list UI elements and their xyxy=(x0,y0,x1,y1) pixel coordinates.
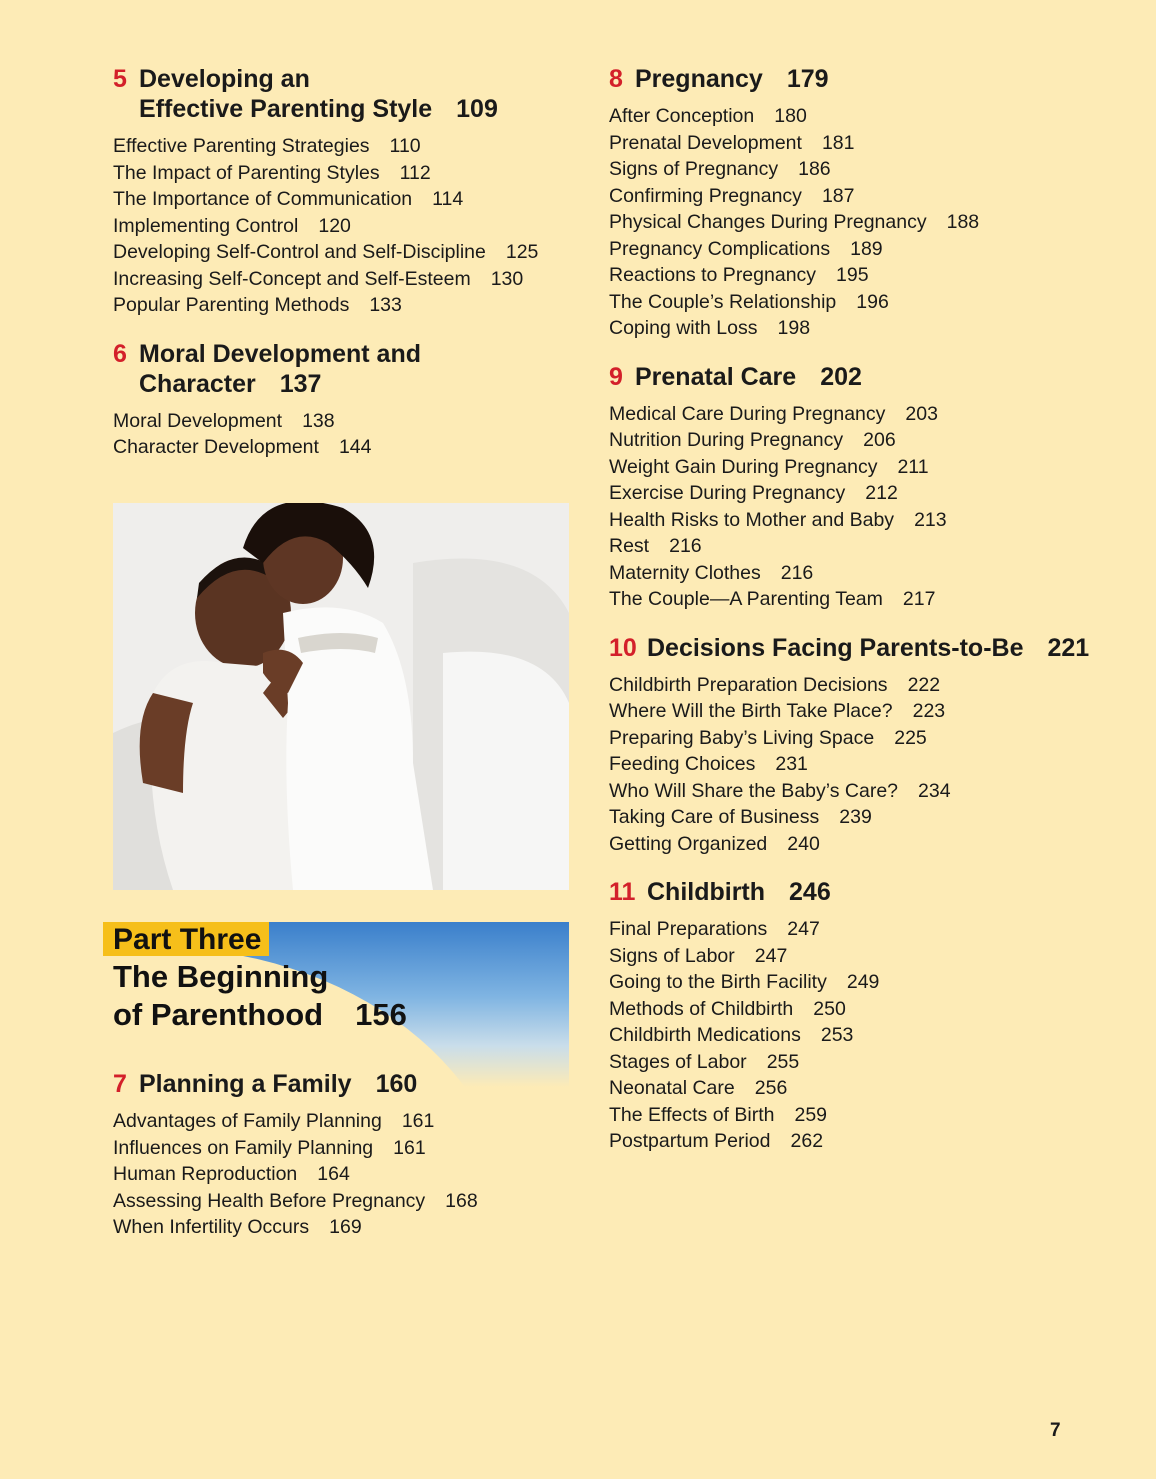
entry-page: 249 xyxy=(846,971,880,993)
toc-entry[interactable] xyxy=(609,1022,1109,1049)
toc-entry[interactable] xyxy=(609,1102,1109,1129)
entry-page: 114 xyxy=(432,188,464,210)
entry-title: The Couple’s Relationship xyxy=(609,290,837,313)
section-list xyxy=(609,103,1109,342)
chapter-title: Prenatal Care xyxy=(635,362,797,391)
entry-title: Influences on Family Planning xyxy=(113,1136,374,1159)
entry-title: Signs of Labor xyxy=(609,944,735,967)
couple-photo-illustration xyxy=(113,503,569,890)
chapter-title: Childbirth xyxy=(647,878,766,906)
chapter-11 xyxy=(609,877,1109,1155)
entry-page: 181 xyxy=(821,131,855,154)
entry-page: 138 xyxy=(302,409,335,432)
toc-entry[interactable] xyxy=(609,751,1109,778)
chapter-page: 221 xyxy=(1047,633,1090,662)
entry-title: Advantages of Family Planning xyxy=(113,1110,382,1132)
couple-photo xyxy=(113,503,569,890)
toc-entry[interactable] xyxy=(609,672,1109,699)
entry-page: 161 xyxy=(393,1136,426,1159)
toc-entry[interactable] xyxy=(113,292,573,319)
toc-entry[interactable] xyxy=(113,408,573,435)
entry-title: Exercise During Pregnancy xyxy=(609,482,846,504)
entry-title: Nutrition During Pregnancy xyxy=(609,429,844,451)
toc-entry[interactable] xyxy=(113,213,573,240)
entry-page: 161 xyxy=(401,1110,435,1132)
toc-entry[interactable] xyxy=(113,160,573,187)
toc-entry[interactable] xyxy=(609,262,1109,289)
section-list xyxy=(113,1108,573,1241)
entry-title: Childbirth Medications xyxy=(609,1024,801,1046)
toc-entry[interactable] xyxy=(113,1188,573,1215)
entry-page: 180 xyxy=(774,105,807,127)
chapter-5 xyxy=(113,64,573,319)
chapter-page: 160 xyxy=(375,1070,418,1098)
chapter-heading xyxy=(609,877,1109,907)
entry-title: Moral Development xyxy=(113,409,283,432)
toc-entry[interactable] xyxy=(609,289,1109,316)
toc-entry[interactable] xyxy=(609,804,1109,831)
entry-title: Human Reproduction xyxy=(113,1163,298,1185)
toc-entry[interactable] xyxy=(609,315,1109,342)
entry-page: 223 xyxy=(912,700,946,722)
toc-entry[interactable] xyxy=(609,996,1109,1023)
entry-page: 186 xyxy=(798,158,831,180)
entry-page: 120 xyxy=(318,214,351,237)
entry-title: Pregnancy Complications xyxy=(609,237,831,260)
entry-title: Getting Organized xyxy=(609,832,768,855)
entry-page: 187 xyxy=(821,184,855,207)
toc-left-column xyxy=(113,64,573,479)
toc-entry[interactable] xyxy=(609,401,1109,428)
toc-entry[interactable] xyxy=(609,586,1109,613)
entry-page: 188 xyxy=(946,211,980,233)
toc-right-column xyxy=(609,64,1109,1173)
chapter-heading xyxy=(113,339,573,399)
section-list xyxy=(609,916,1109,1155)
entry-page: 206 xyxy=(863,429,896,451)
entry-title: Prenatal Development xyxy=(609,131,802,154)
entry-page: 259 xyxy=(794,1103,828,1126)
entry-page: 198 xyxy=(777,317,811,339)
entry-page: 216 xyxy=(669,535,702,557)
entry-title: Increasing Self-Concept and Self-Esteem xyxy=(113,267,471,290)
chapter-title-line2: Effective Parenting Style xyxy=(139,95,433,123)
entry-title: Neonatal Care xyxy=(609,1077,735,1099)
toc-entry[interactable] xyxy=(609,916,1109,943)
chapter-page: 202 xyxy=(820,362,862,391)
toc-entry[interactable] xyxy=(609,209,1109,236)
toc-entry[interactable] xyxy=(609,725,1109,752)
chapter-heading xyxy=(609,64,1109,94)
toc-entry[interactable] xyxy=(113,1108,573,1135)
entry-title: Where Will the Birth Take Place? xyxy=(609,700,893,722)
chapter-number: 11 xyxy=(609,878,636,906)
chapter-7 xyxy=(113,1069,573,1241)
entry-title: Methods of Childbirth xyxy=(609,997,794,1020)
entry-title: Popular Parenting Methods xyxy=(113,294,350,316)
section-list xyxy=(609,672,1109,858)
page-number: 7 xyxy=(1050,1420,1061,1441)
toc-entry[interactable] xyxy=(609,778,1109,805)
entry-page: 110 xyxy=(389,135,421,157)
toc-entry[interactable] xyxy=(609,943,1109,970)
entry-page: 247 xyxy=(787,918,820,940)
entry-page: 211 xyxy=(897,455,929,478)
entry-page: 133 xyxy=(369,294,402,316)
chapter-heading xyxy=(113,1069,573,1099)
entry-title: Effective Parenting Strategies xyxy=(113,135,370,157)
entry-title: Who Will Share the Baby’s Care? xyxy=(609,779,899,802)
toc-entry[interactable] xyxy=(609,130,1109,157)
entry-page: 196 xyxy=(856,290,889,313)
chapter-page: 109 xyxy=(456,95,498,123)
chapter-number: 9 xyxy=(609,362,623,391)
chapter-title: Moral Development and Character xyxy=(139,339,421,398)
entry-title: When Infertility Occurs xyxy=(113,1216,310,1238)
part-title-line1: The Beginning xyxy=(113,959,329,994)
section-list xyxy=(113,133,573,319)
entry-page: 189 xyxy=(850,237,883,260)
entry-title: Reactions to Pregnancy xyxy=(609,264,817,286)
entry-page: 217 xyxy=(902,588,936,610)
toc-entry[interactable] xyxy=(609,156,1109,183)
entry-title: Weight Gain During Pregnancy xyxy=(609,455,878,478)
toc-entry[interactable] xyxy=(609,454,1109,481)
entry-page: 262 xyxy=(790,1130,824,1152)
chapter-title: Pregnancy xyxy=(635,65,763,93)
toc-entry[interactable] xyxy=(609,560,1109,587)
toc-entry[interactable] xyxy=(609,183,1109,210)
toc-entry[interactable] xyxy=(609,1128,1109,1155)
chapter-heading xyxy=(113,64,573,124)
entry-page: 239 xyxy=(839,806,872,828)
part-title xyxy=(113,958,407,1034)
chapter-page: 246 xyxy=(789,878,831,906)
entry-title: Implementing Control xyxy=(113,214,299,237)
entry-title: Medical Care During Pregnancy xyxy=(609,402,886,425)
toc-entry[interactable] xyxy=(609,831,1109,858)
entry-page: 256 xyxy=(754,1077,788,1099)
toc-entry[interactable] xyxy=(113,186,573,213)
toc-entry[interactable] xyxy=(609,698,1109,725)
toc-entry[interactable] xyxy=(609,427,1109,454)
entry-page: 213 xyxy=(914,508,947,531)
entry-title: Assessing Health Before Pregnancy xyxy=(113,1189,426,1212)
entry-title: Taking Care of Business xyxy=(609,806,820,828)
toc-entry[interactable] xyxy=(113,133,573,160)
entry-page: 225 xyxy=(894,726,927,749)
entry-page: 212 xyxy=(865,482,898,504)
entry-page: 168 xyxy=(445,1189,478,1212)
entry-title: Character Development xyxy=(113,436,319,458)
toc-entry[interactable] xyxy=(113,1135,573,1162)
toc-entry[interactable] xyxy=(609,103,1109,130)
entry-page: 234 xyxy=(918,779,951,802)
toc-entry[interactable] xyxy=(609,533,1109,560)
entry-page: 247 xyxy=(754,944,788,967)
entry-title: Maternity Clothes xyxy=(609,561,761,584)
toc-entry[interactable] xyxy=(609,1049,1109,1076)
part-title-line2: of Parenthood xyxy=(113,997,324,1032)
toc-entry[interactable] xyxy=(113,266,573,293)
entry-title: Feeding Choices xyxy=(609,753,756,775)
entry-page: 231 xyxy=(775,753,808,775)
toc-entry[interactable] xyxy=(609,507,1109,534)
toc-entry[interactable] xyxy=(113,239,573,266)
chapter-6 xyxy=(113,339,573,461)
entry-page: 253 xyxy=(820,1024,854,1046)
chapter-title: Decisions Facing Parents-to-Be xyxy=(647,633,1024,662)
toc-entry[interactable] xyxy=(609,1075,1109,1102)
chapter-heading xyxy=(609,362,1109,392)
entry-page: 169 xyxy=(329,1216,362,1238)
entry-page: 250 xyxy=(813,997,846,1020)
entry-title: Developing Self-Control and Self-Discipline xyxy=(113,241,486,263)
entry-title: Physical Changes During Pregnancy xyxy=(609,211,927,233)
chapter-page: 137 xyxy=(279,369,322,398)
part-label: Part Three xyxy=(103,922,269,956)
entry-page: 112 xyxy=(399,161,431,184)
entry-title: Final Preparations xyxy=(609,918,768,940)
entry-title: The Importance of Communication xyxy=(113,188,413,210)
section-list xyxy=(113,408,573,461)
chapter-8 xyxy=(609,64,1109,342)
entry-page: 222 xyxy=(907,673,941,696)
entry-page: 203 xyxy=(905,402,938,425)
entry-title: Confirming Pregnancy xyxy=(609,184,802,207)
chapter-number: 6 xyxy=(113,339,127,368)
entry-title: After Conception xyxy=(609,105,755,127)
entry-page: 130 xyxy=(490,267,524,290)
chapter-number: 7 xyxy=(113,1070,127,1098)
entry-page: 255 xyxy=(766,1050,800,1073)
chapter-title: Planning a Family xyxy=(139,1070,352,1098)
entry-page: 240 xyxy=(787,832,820,855)
toc-entry[interactable] xyxy=(113,1214,573,1241)
entry-page: 125 xyxy=(505,241,539,263)
chapter-number: 10 xyxy=(609,633,637,662)
entry-title: Coping with Loss xyxy=(609,317,758,339)
entry-title: Health Risks to Mother and Baby xyxy=(609,508,895,531)
part-page: 156 xyxy=(355,997,407,1032)
entry-page: 164 xyxy=(317,1163,350,1185)
toc-entry[interactable] xyxy=(609,236,1109,263)
entry-title: Going to the Birth Facility xyxy=(609,971,827,993)
toc-entry[interactable] xyxy=(609,969,1109,996)
entry-title: The Effects of Birth xyxy=(609,1103,775,1126)
toc-entry[interactable] xyxy=(609,480,1109,507)
chapter-page: 179 xyxy=(786,65,829,93)
entry-title: Signs of Pregnancy xyxy=(609,158,779,180)
toc-entry[interactable] xyxy=(113,434,573,461)
chapter-number: 5 xyxy=(113,65,127,93)
entry-page: 195 xyxy=(836,264,869,286)
entry-title: The Impact of Parenting Styles xyxy=(113,161,380,184)
chapter-number: 8 xyxy=(609,65,623,93)
toc-entry[interactable] xyxy=(113,1161,573,1188)
entry-title: The Couple—A Parenting Team xyxy=(609,588,883,610)
chapter-9 xyxy=(609,362,1109,613)
entry-title: Rest xyxy=(609,535,650,557)
chapter-heading xyxy=(609,633,1109,663)
entry-title: Postpartum Period xyxy=(609,1130,771,1152)
section-list xyxy=(609,401,1109,613)
entry-title: Preparing Baby’s Living Space xyxy=(609,726,875,749)
chapter-title-line1: Developing an xyxy=(139,65,310,93)
entry-page: 216 xyxy=(780,561,814,584)
entry-title: Stages of Labor xyxy=(609,1050,747,1073)
chapter-10 xyxy=(609,633,1109,858)
entry-page: 144 xyxy=(338,436,372,458)
entry-title: Childbirth Preparation Decisions xyxy=(609,673,888,696)
